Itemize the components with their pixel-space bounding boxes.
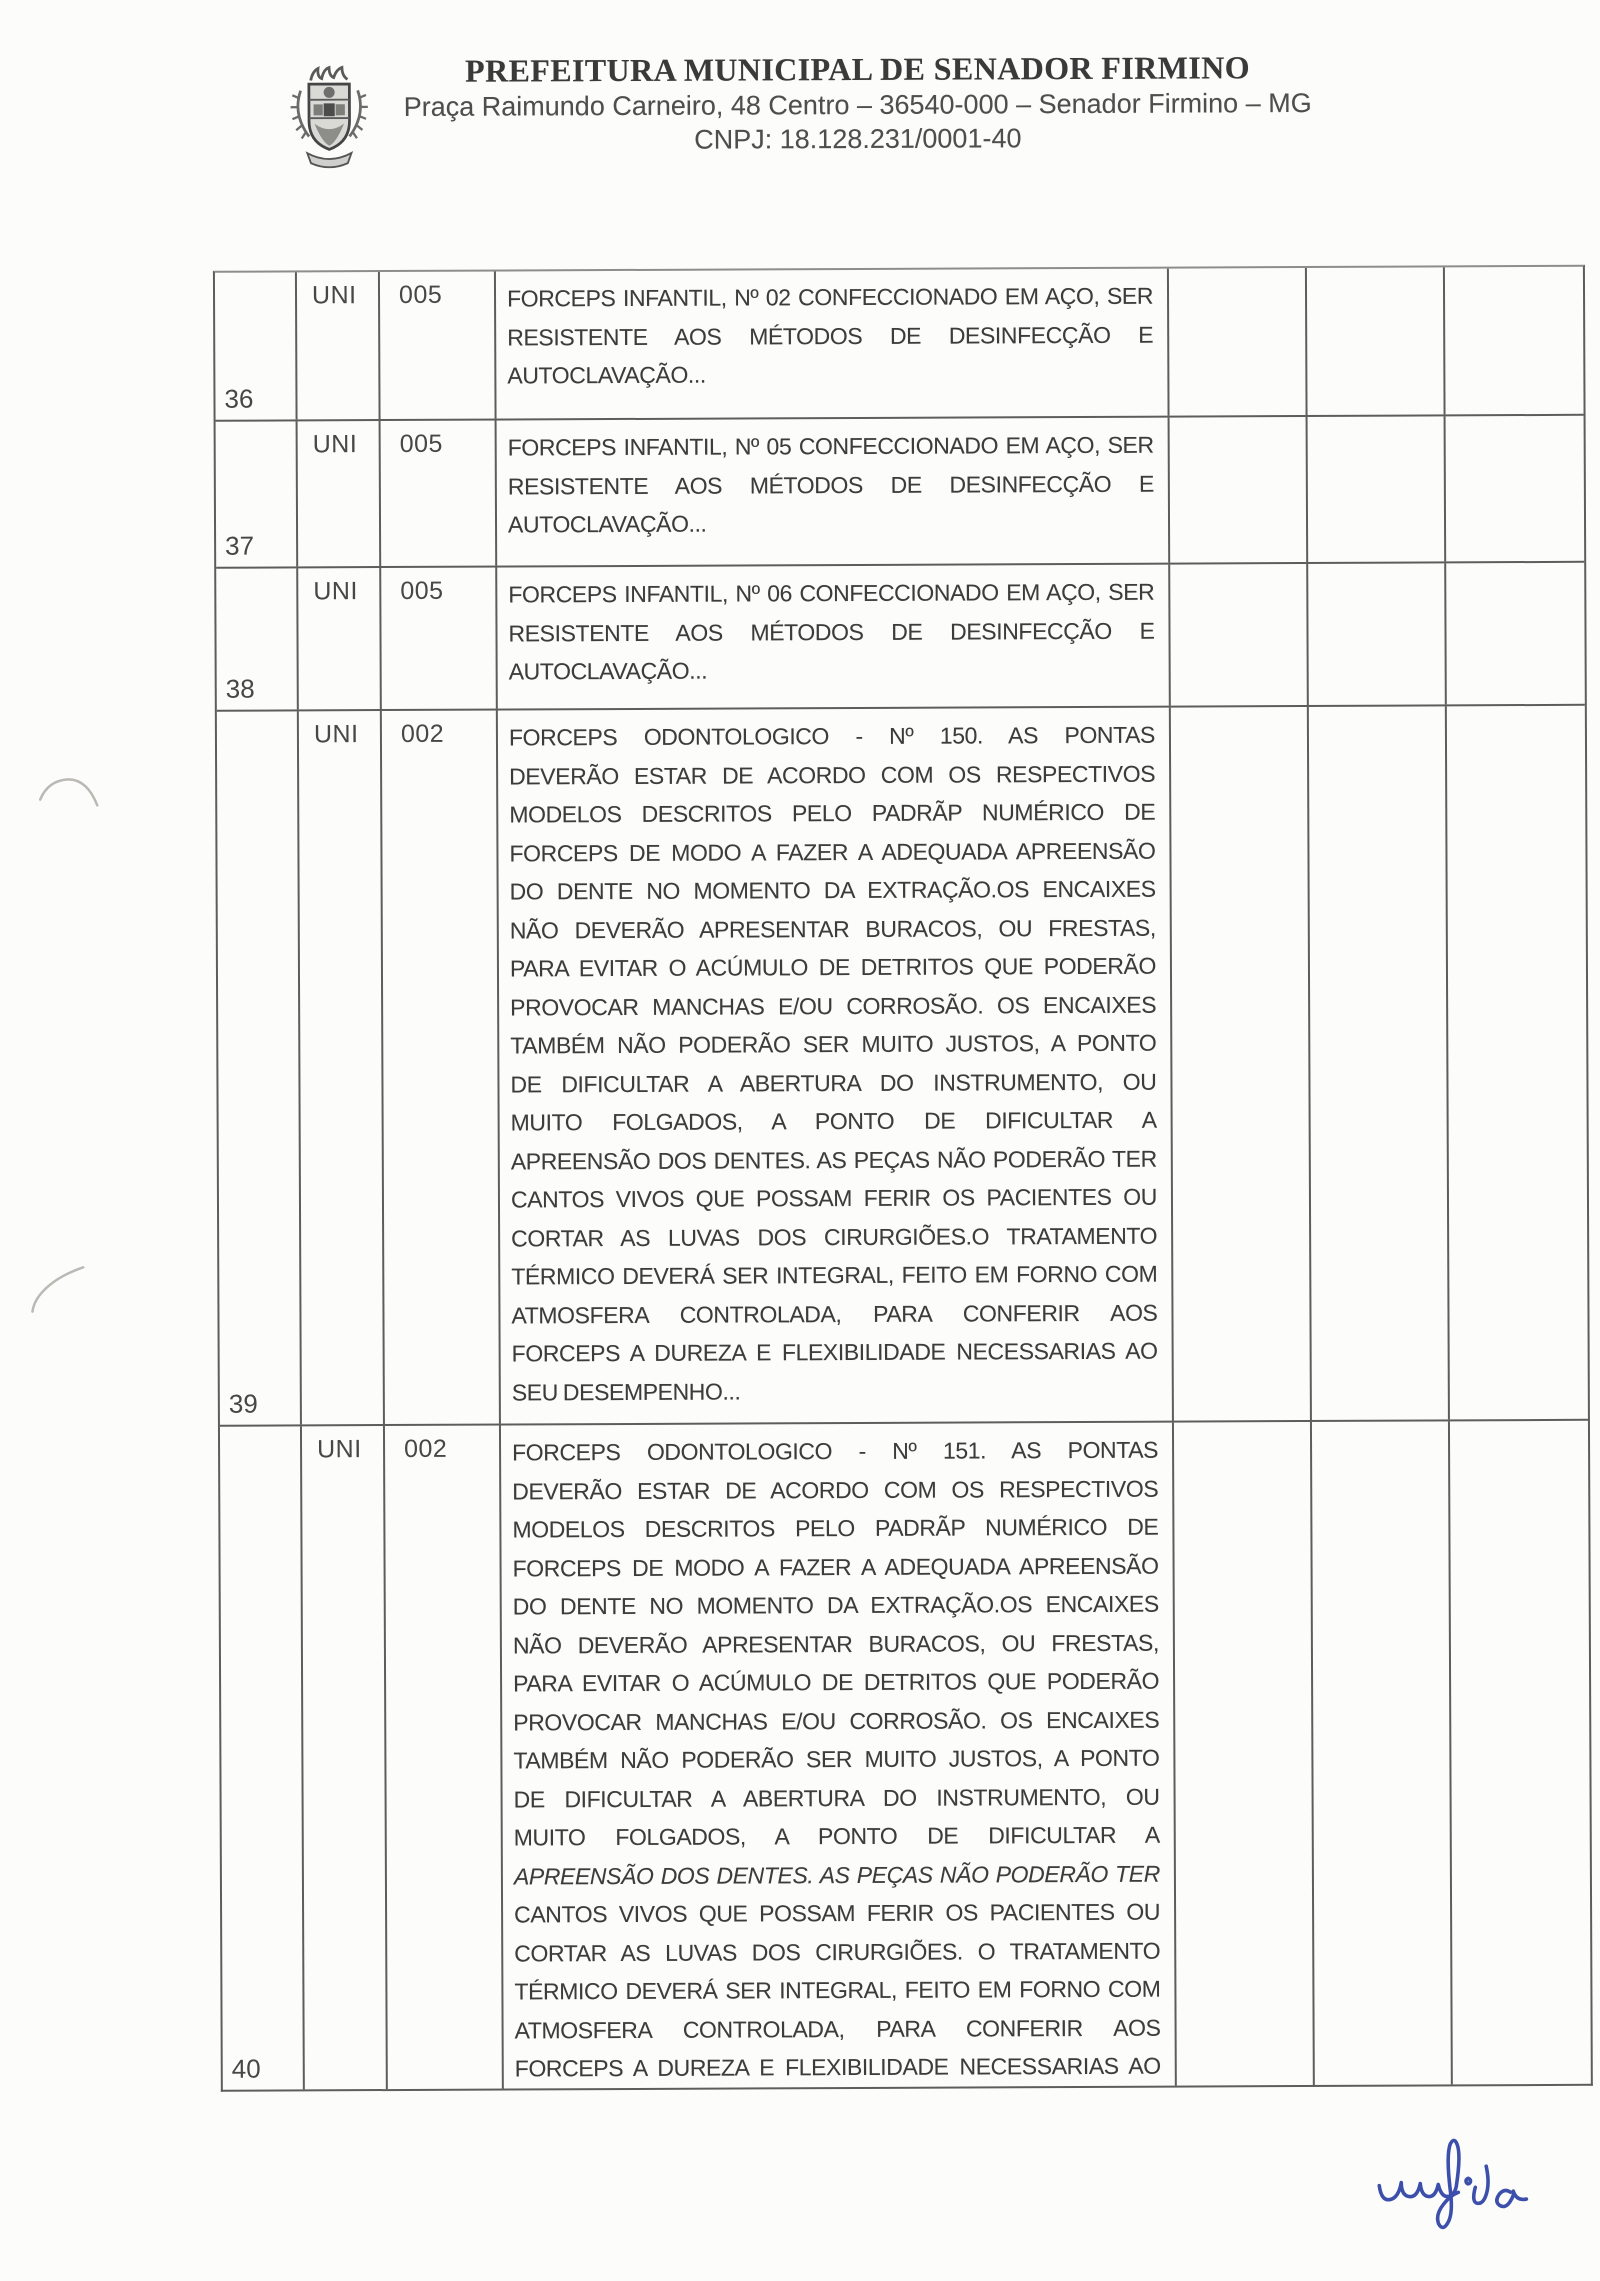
description-line: DE DIFICULTAR A ABERTURA DO INSTRUMENTO, OU	[510, 1068, 1157, 1097]
description-line: FORCEPS INFANTIL, Nº 02 CONFECCIONADO EM AÇO, SER	[506, 282, 1154, 312]
description-line: FORCEPS A DUREZA E FLEXIBILIDADE NECESSARIAS AO	[514, 2052, 1161, 2082]
description-line: TAMBÉM NÃO PODERÃO SER MUITO JUSTOS, A PONTO	[510, 1029, 1157, 1059]
description-line: ATMOSFERA CONTROLADA, PARA CONFERIR AOS	[514, 2014, 1161, 2043]
description-line: CANTOS VIVOS QUE POSSAM FERIR OS PACIENTES OU	[510, 1183, 1158, 1213]
empty-col-3	[1446, 416, 1585, 562]
signature-rubric	[1371, 2133, 1586, 2239]
unit-cell: UNI	[302, 1426, 388, 2089]
description-line: MODELOS DESCRITOS PELO PADRÃP NUMÉRICO DE	[512, 1513, 1159, 1543]
table-row	[216, 561, 1585, 710]
row-number-cell	[215, 272, 298, 419]
description-line: PARA EVITAR O ACÚMULO DE DETRITOS QUE PODERÃO	[513, 1667, 1160, 1697]
description-line: TAMBÉM NÃO PODERÃO SER MUITO JUSTOS, A PONTO	[513, 1744, 1160, 1774]
quantity-cell: 002	[385, 1426, 504, 2089]
empty-col-3	[1446, 563, 1585, 705]
row-number-cell	[217, 711, 302, 1424]
empty-col-3	[1447, 706, 1588, 1420]
quantity-cell: 002	[382, 711, 501, 1424]
description-line: TÉRMICO DEVERÁ SER INTEGRAL, FEITO EM FORNO COM	[511, 1260, 1158, 1290]
description-line: ATMOSFERA CONTROLADA, PARA CONFERIR AOS	[511, 1299, 1158, 1328]
empty-col-1	[1171, 707, 1312, 1421]
description-line: APREENSÃO DOS DENTES. AS PEÇAS NÃO PODERÃO TER	[510, 1145, 1157, 1174]
description-line: CANTOS VIVOS QUE POSSAM FERIR OS PACIENTES OU	[514, 1898, 1161, 1928]
empty-col-1	[1174, 1422, 1315, 2086]
description-line: DO DENTE NO MOMENTO DA EXTRAÇÃO.OS ENCAIXES	[512, 1590, 1159, 1620]
description-cell	[498, 708, 1174, 1424]
empty-col-1	[1170, 417, 1309, 563]
row-number: 37	[225, 530, 255, 561]
description-line: RESISTENTE AOS MÉTODOS DE DESINFECÇÃO E	[507, 321, 1154, 350]
description-line: FORCEPS ODONTOLOGICO - Nº 150. AS PONTAS	[508, 721, 1156, 751]
unit-cell: UNI	[298, 568, 382, 709]
quantity-cell: 005	[381, 568, 498, 710]
empty-col-3	[1450, 1421, 1591, 2085]
description-line: RESISTENTE AOS MÉTODOS DE DESINFECÇÃO E	[508, 617, 1155, 646]
description-line: SEU DESEMPENHO...	[511, 1377, 741, 1405]
description-cell	[497, 565, 1171, 709]
description-line: DO DENTE NO MOMENTO DA EXTRAÇÃO.OS ENCAIXES	[509, 875, 1156, 905]
row-number: 38	[225, 673, 255, 704]
empty-col-2	[1312, 1421, 1453, 2085]
description-line: AUTOCLAVAÇÃO...	[508, 657, 708, 685]
description-line: FORCEPS A DUREZA E FLEXIBILIDADE NECESSARIAS AO	[511, 1337, 1158, 1367]
table-row	[216, 414, 1585, 567]
row-number-cell	[216, 421, 299, 566]
description-line: NÃO DEVERÃO APRESENTAR BURACOS, OU FRESTAS,	[512, 1629, 1159, 1658]
row-number: 39	[228, 1388, 258, 1419]
empty-col-2	[1308, 416, 1447, 562]
row-number-cell	[216, 568, 299, 709]
description-cell	[501, 1423, 1177, 2089]
items-table	[213, 265, 1593, 2092]
unit-cell: UNI	[297, 272, 381, 419]
table-row	[215, 267, 1584, 420]
description-line: FORCEPS INFANTIL, Nº 06 CONFECCIONADO EM AÇO, SER	[508, 578, 1155, 608]
description-line: AUTOCLAVAÇÃO...	[507, 361, 706, 389]
table-row	[217, 704, 1588, 1425]
description-cell	[497, 418, 1171, 566]
description-line: FORCEPS ODONTOLOGICO - Nº 151. AS PONTAS	[512, 1436, 1159, 1466]
description-line: DEVERÃO ESTAR DE ACORDO COM OS RESPECTIVOS	[509, 760, 1156, 789]
quantity-cell: 005	[380, 272, 497, 420]
description-line: NÃO DEVERÃO APRESENTAR BURACOS, OU FRESTAS,	[509, 914, 1156, 943]
description-line: PARA EVITAR O ACÚMULO DE DETRITOS QUE PODERÃO	[509, 952, 1157, 982]
empty-col-1	[1169, 268, 1308, 416]
row-number: 36	[224, 383, 254, 414]
description-line: FORCEPS INFANTIL, Nº 05 CONFECCIONADO EM AÇO, SER	[507, 431, 1154, 461]
description-line: FORCEPS DE MODO A FAZER A ADEQUADA APREENSÃO	[509, 837, 1156, 866]
header-title: PREFEITURA MUNICIPAL DE SENADOR FIRMINO	[465, 49, 1251, 89]
row-number: 40	[231, 2053, 261, 2084]
description-line: TÉRMICO DEVERÁ SER INTEGRAL, FEITO EM FORNO COM	[514, 1975, 1161, 2005]
description-line: FORCEPS DE MODO A FAZER A ADEQUADA APREENSÃO	[512, 1552, 1159, 1581]
description-line: RESISTENTE AOS MÉTODOS DE DESINFECÇÃO E	[507, 470, 1154, 499]
scan-artifact-top	[35, 771, 107, 819]
description-line: DE DIFICULTAR A ABERTURA DO INSTRUMENTO, OU	[513, 1783, 1160, 1812]
empty-col-2	[1307, 267, 1446, 415]
scan-artifact-bottom	[23, 1261, 95, 1317]
table-row	[220, 1419, 1591, 2090]
description-cell	[496, 269, 1170, 419]
unit-cell: UNI	[298, 421, 382, 566]
header-cnpj: CNPJ: 18.128.231/0001-40	[694, 123, 1022, 155]
empty-col-3	[1445, 267, 1584, 415]
description-line: PROVOCAR MANCHAS E/OU CORROSÃO. OS ENCAIXES	[513, 1706, 1160, 1735]
header-address: Praça Raimundo Carneiro, 48 Centro – 36540-000 – Senador Firmino – MG	[403, 87, 1312, 122]
unit-cell: UNI	[299, 711, 385, 1424]
document-header	[340, 48, 1375, 159]
description-line: AUTOCLAVAÇÃO...	[507, 510, 707, 538]
description-line: MUITO FOLGADOS, A PONTO DE DIFICULTAR A	[510, 1106, 1157, 1136]
row-number-cell	[220, 1426, 305, 2089]
description-line: DEVERÃO ESTAR DE ACORDO COM OS RESPECTIVOS	[512, 1475, 1159, 1504]
description-line: MUITO FOLGADOS, A PONTO DE DIFICULTAR A	[513, 1821, 1160, 1851]
empty-col-2	[1308, 563, 1447, 705]
description-line: CORTAR AS LUVAS DOS CIRURGIÕES.O TRATAMENTO	[511, 1222, 1158, 1251]
quantity-cell: 005	[381, 421, 498, 567]
description-line: PROVOCAR MANCHAS E/OU CORROSÃO. OS ENCAIXES	[510, 991, 1157, 1020]
description-line: MODELOS DESCRITOS PELO PADRÃP NUMÉRICO DE	[509, 798, 1156, 828]
empty-col-2	[1309, 706, 1450, 1420]
description-line: APREENSÃO DOS DENTES. AS PEÇAS NÃO PODERÃO TER	[513, 1860, 1160, 1889]
description-line: CORTAR AS LUVAS DOS CIRURGIÕES. O TRATAMENTO	[514, 1937, 1161, 1966]
empty-col-1	[1170, 564, 1309, 706]
